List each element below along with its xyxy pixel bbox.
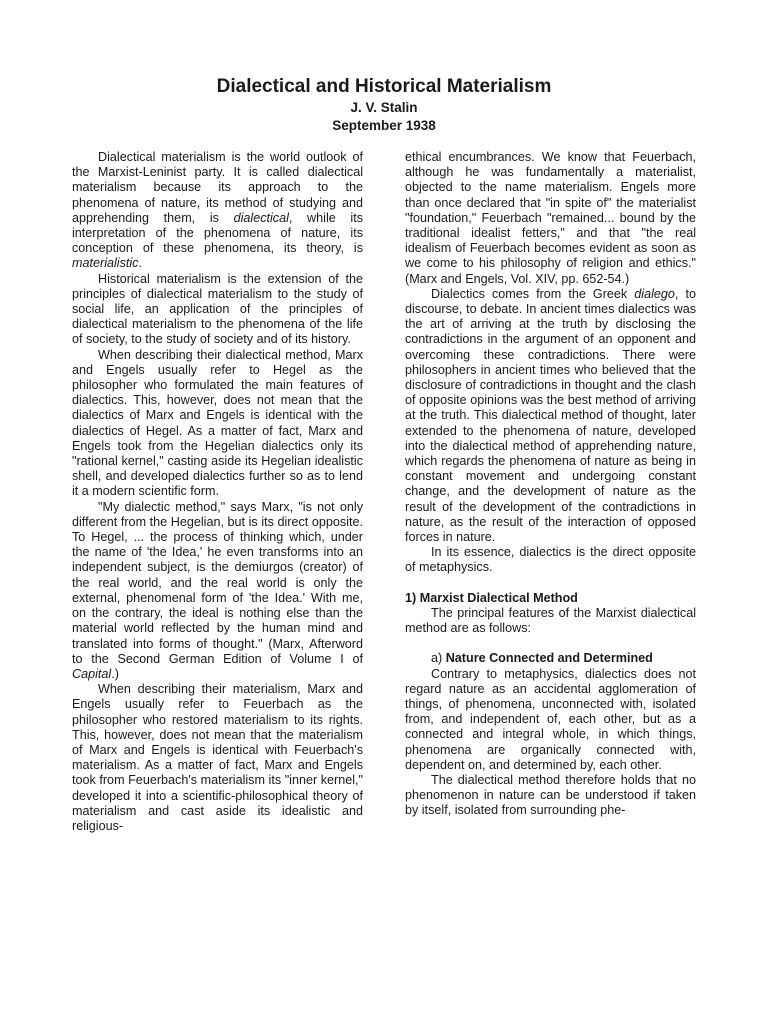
paragraph: Historical materialism is the extension of the principles of dialectical materialism to the study of social life, an application of the principles of dialectical materialism to the phenomena of the life of society, to the study of society and of its history. <box>72 271 363 347</box>
text-run: Dialectics comes from the Greek <box>431 286 635 301</box>
section-heading: 1) Marxist Dialectical Method <box>405 590 578 605</box>
quote-paragraph <box>72 500 363 682</box>
text-run: , to discourse, to debate. In ancient times dialectics was the art of arriving at the truth by disclosing the contradictions in the argument of an opponent and overcoming these contradictions. There were philosophers in ancient times who believed that the disclosure of contradictions in thought and the clash of opposite opinions was the best method of arriving at the truth. This dialectical method of thought, later extended to the phenomena of nature, developed into the dialectical method of apprehending nature, which regards the phenomena of nature as being in constant movement and undergoing constant change, and the development of nature as the result of the development of the contradictions in nature, as the result of the interaction of opposed forces in nature. <box>405 286 696 545</box>
right-column <box>405 150 696 819</box>
emphasis: dialego <box>634 286 675 301</box>
text-run: . <box>138 256 142 271</box>
paragraph: In its essence, dialectics is the direct opposite of metaphysics. <box>405 545 696 575</box>
text-run: Dialectical materialism is the world outlook of the Marxist-Leninist party. It is called dialectical materialism because its approach to the phenomena of nature, its method of studying and apprehending them, is <box>72 150 363 225</box>
paragraph <box>72 150 363 272</box>
paragraph-continuation: ethical encumbrances. We know that Feuerbach, although he was fundamentally a materialist, objected to the name materialism. Engels more than once declared that "in spite of" the materialist "foundation," Feuerbach "remained... bound by the traditional idealist fetters," and that "the real idealism of Feuerbach becomes evident as soon as we come to his philosophy of religion and ethics." (Marx and Engels, Vol. XIV, pp. 652-54.) <box>405 150 696 286</box>
emphasis: Capital <box>72 666 112 681</box>
document-title: Dialectical and Historical Materialism <box>216 76 552 97</box>
paragraph <box>405 287 696 545</box>
emphasis: dialectical <box>233 210 289 225</box>
paragraph: When describing their dialectical method, Marx and Engels usually refer to Hegel as the philosopher who formulated the main features of dialectics. This, however, does not mean that the dialectics of Marx and Engels is identical with the dialectics of Hegel. As a matter of fact, Marx and Engels took from the Hegelian dialectics only its "rational kernel," casting aside its Hegelian idealistic shell, and developed dialectics further so as to lend it a modern scientific form. <box>72 347 363 499</box>
subsection-heading <box>405 651 696 666</box>
text-run: .) <box>111 666 119 681</box>
left-column <box>72 150 363 834</box>
subsection-title: Nature Connected and Determined <box>445 651 653 666</box>
document-date: September 1938 <box>332 118 436 133</box>
text-run: , while its interpretation of the phenomena of nature, its conception of these phenomena, its theory, is <box>72 210 364 256</box>
document-author: J. V. Stalin <box>350 100 418 115</box>
paragraph: The dialectical method therefore holds that no phenomenon in nature can be understood if taken by itself, isolated from surrounding phe- <box>405 772 696 818</box>
paragraph: When describing their materialism, Marx and Engels usually refer to Feuerbach as the philosopher who restored materialism to its rights. This, however, does not mean that the materialism of Marx and Engels is identical with Feuerbach's materialism. As a matter of fact, Marx and Engels took from Feuerbach's materialism its "inner kernel," developed it into a scientific-philosophical theory of materialism and cast aside its idealistic and religious- <box>72 682 363 833</box>
paragraph: The principal features of the Marxist dialectical method are as follows: <box>405 605 696 636</box>
paragraph: Contrary to metaphysics, dialectics does not regard nature as an accidental agglomeration of things, of phenomena, unconnected with, isolated from, and independent of, each other, but as a connected and integral whole, in which things, phenomena are organically connected with, dependent on, and determined by, each other. <box>405 666 696 772</box>
text-run: "My dialectic method," says Marx, "is not only different from the Hegelian, but is its direct opposite. To Hegel, ... the process of thinking which, under the name of 'the Idea,' he even transforms into an independent subject, is the demiurgos (creator) of the real world, and the real world is only the external, phenomenal form of 'the Idea.' With me, on the contrary, the ideal is nothing else than the material world reflected by the human mind and translated into forms of thought." (Marx, Afterword to the Second German Edition of Volume I of <box>72 499 363 666</box>
emphasis: materialistic <box>72 256 139 271</box>
subsection-prefix: a) <box>431 651 446 666</box>
